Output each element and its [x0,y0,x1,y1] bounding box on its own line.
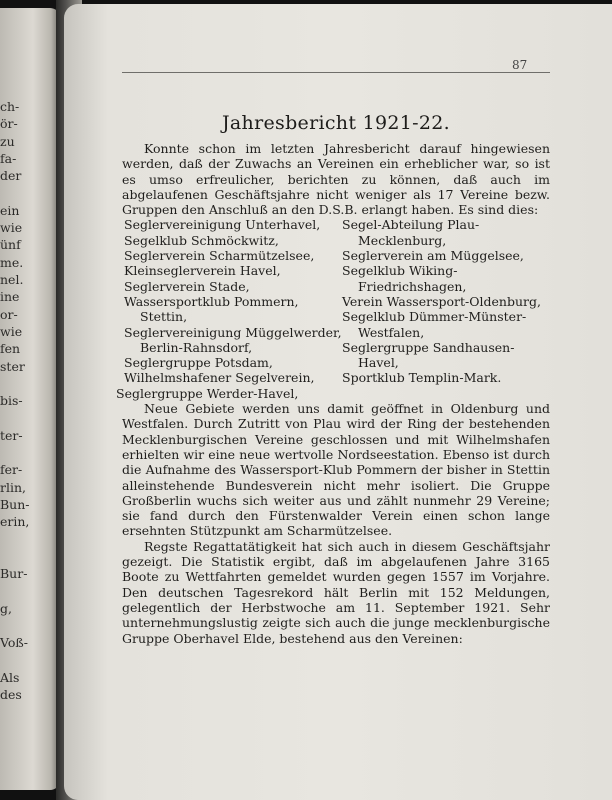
paragraph-regattas: Regste Regattatätigkeit hat sich auch in diesem Geschäftsjahr gezeigt. Die Statistik ergibt, daß im abgelaufenen Jahre 3165 Boote zu Wettfahrten gemeldet wurden gegen 1557 im Vorjahre. Den deutschen Tagesrekord hält Berlin mit 152 Meldungen, gelegentlich der Herbstwoche am 11. September 1921. Sehr unternehmungslustig zeigte sich auch die junge mecklenburgische Gruppe Oberhavel Elde, bestehend aus den Vereinen: [122,538,550,646]
left-page-fragment: bis- [0,393,23,409]
club-list-item: Seglerverein am Müggelsee, [342,248,524,264]
left-page-fragment: Bur- [0,566,28,582]
left-page-fragment: des [0,687,22,703]
left-page-fragment: fer- [0,462,23,478]
club-list-item: Segelklub Dümmer-Münster-Westfalen, [342,309,527,340]
club-list-item: Seglergruppe Werder-Havel, [116,385,299,401]
left-page-fragment: ör- [0,116,18,132]
club-list-item: Verein Wassersport-Oldenburg, [342,293,541,309]
left-page-fragment: ter- [0,427,23,443]
left-page-fragment: ine [0,289,20,305]
left-page-fragment: rlin, [0,479,26,495]
club-list-item: Sportklub Templin-Mark. [342,370,502,386]
club-list-item: Seglergruppe Potsdam, [124,355,273,371]
left-page-fragment: erin, [0,514,30,530]
left-page-fragment: nel. [0,272,24,287]
left-page-edge [0,8,60,790]
left-page-fragment: me. [0,254,24,270]
club-list-item: Kleinseglerverein Havel, [124,263,281,279]
left-page-fragment: g, [0,600,12,616]
left-page-fragment: wie [0,323,23,339]
left-page-fragment: ster [0,358,25,374]
left-page-fragment: fen [0,341,21,357]
left-page-fragment: ünf [0,237,21,253]
left-page-fragment: der [0,168,22,184]
club-list-item: Seglervereinigung Unterhavel, [124,217,321,233]
body-text [116,141,550,646]
left-page-fragment: ein [0,202,20,218]
club-list-left-column [116,217,342,401]
club-list-item: Seglergruppe Sandhausen-Havel, [342,339,515,371]
club-list-item: Wilhelmshafener Segelverein, [124,370,315,386]
left-page-fragment: zu [0,133,15,149]
club-list-item: Segelklub Schmöckwitz, [124,232,279,248]
left-page-fragment: Bun- [0,496,30,512]
page-title: Jahresbericht 1921-22. [222,112,450,134]
header-rule [122,72,550,73]
page-number: 87 [512,58,528,72]
left-page-fragment: or- [0,306,18,322]
left-page-fragment: wie [0,220,23,236]
left-page-fragment: Als [0,669,20,685]
left-page-fragment: ch- [0,99,20,114]
club-list-item: Segelklub Wiking-Friedrichshagen, [342,263,467,294]
club-list-item: Seglervereinigung Müggelwerder, Berlin-Rahnsdorf, [124,324,342,355]
club-list-item: Seglerverein Stade, [124,278,250,294]
club-list-item: Wassersportklub Pommern, Stettin, [124,293,299,325]
club-list-right-column [342,217,550,401]
club-list-item: Segel-Abteilung Plau-Mecklenburg, [342,217,480,248]
intro-paragraph: Konnte schon im letzten Jahresbericht darauf hingewiesen werden, daß der Zuwachs an Vereinen ein erheblicher war, so ist es umso erfreulicher, berichten zu können, daß auch im abgelaufenen Geschäftsjahre nicht weniger als 17 Vereine bezw. Gruppen den Anschluß an den D.S.B. erlangt haben. Es sind dies: [122,141,550,218]
left-page-fragment: fa- [0,150,17,166]
left-page-fragment: Voß- [0,635,28,651]
club-list [116,217,550,401]
club-list-item: Seglerverein Scharmützelsee, [124,248,315,264]
paragraph-new-regions: Neue Gebiete werden uns damit geöffnet in Oldenburg und Westfalen. Durch Zutritt von Plau wird der Ring der bestehenden Mecklenburgischen Vereine geschlossen und mit Wilhelmshafen erhielten wir eine neue wertvolle Nordseestation. Ebenso ist durch die Aufnahme des Wassersport-Klub Pommern der bisher in Stettin alleinstehende Bundesverein nicht mehr isoliert. Die Gruppe Großberlin wuchs sich weiter aus und zählt nunmehr 29 Vereine; sie fand durch den Fürstenwalder Verein einen schon lange ersehnten Stützpunkt am Scharmützelsee. [122,401,550,539]
